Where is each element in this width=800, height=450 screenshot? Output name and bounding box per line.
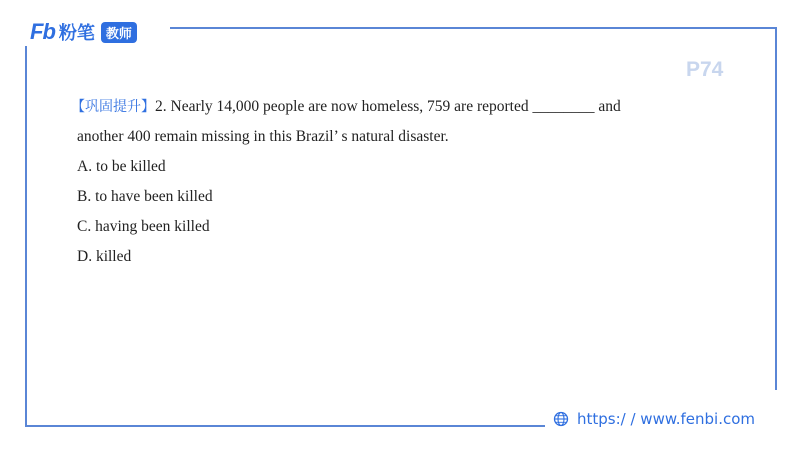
question-text-1: 2. Nearly 14,000 people are now homeless, 759 are reported ________ and: [155, 98, 621, 115]
footer-url[interactable]: [553, 410, 755, 428]
logo-mark: Fb: [30, 19, 55, 44]
fenbi-logo: [30, 18, 137, 46]
frame-top-line: [170, 27, 776, 29]
frame-left-line: [25, 46, 27, 426]
question-tag: 【巩固提升】: [71, 99, 155, 115]
option-d: D. killed: [77, 248, 132, 265]
globe-icon: [553, 411, 569, 427]
footer-url-text[interactable]: https:/ / www.fenbi.com: [577, 410, 756, 428]
frame-right-line: [775, 27, 777, 390]
question-block: [71, 92, 717, 272]
question-line-2: another 400 remain missing in this Brazil’ s natural disaster.: [77, 128, 449, 145]
option-b: B. to have been killed: [77, 188, 213, 205]
page-number: P74: [686, 58, 724, 81]
logo-tag: 教师: [101, 22, 137, 43]
frame-bottom-line: [25, 425, 545, 427]
option-a: A. to be killed: [77, 158, 166, 175]
logo-name: 粉笔: [58, 23, 95, 44]
question-line-1: [71, 92, 717, 122]
option-c: C. having been killed: [77, 218, 210, 235]
